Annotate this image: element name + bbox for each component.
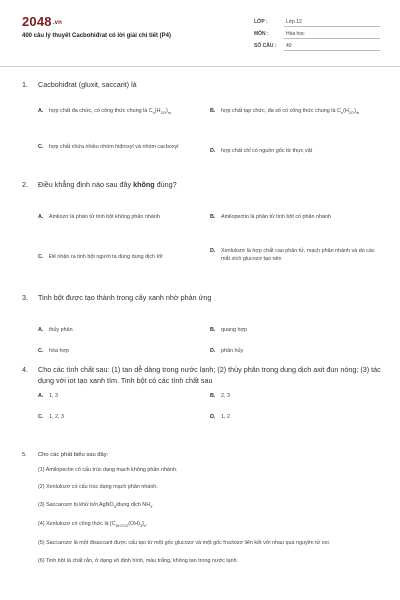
statement-item: (4) Xenlulozơ có công thức là $[C_{6H7O2}(OH)_3]_n$. [38, 520, 148, 529]
option-text: Để nhận ra tinh bột người ta dùng dung dịch Iốt [49, 254, 163, 260]
option-b[interactable] [210, 213, 375, 221]
option-c[interactable] [38, 347, 198, 355]
meta-value: Lớp 12 [284, 18, 380, 27]
option-label: D. [210, 414, 216, 420]
option-b[interactable] [210, 326, 375, 334]
statement-list [22, 466, 382, 565]
meta-label: MÔN : [254, 31, 269, 37]
option-label: A. [38, 108, 44, 114]
option-label: A. [38, 393, 44, 399]
question-number: 5. [22, 452, 27, 458]
option-label: B. [210, 214, 216, 220]
question-number: 2. [22, 180, 28, 189]
option-b[interactable] [210, 107, 375, 117]
statement-item: (3) Saccarozơ bị khử bởi AgNO$_3$/dung dịch $NH_3$. [38, 501, 154, 509]
question-2 [22, 179, 382, 263]
option-label: D. [210, 248, 216, 254]
option-a[interactable] [38, 107, 198, 117]
question-text: Tinh bột được tạo thành trong cây xanh nhờ phản ứng [38, 293, 212, 302]
meta-row-subject [254, 28, 380, 40]
meta-value: 40 [284, 42, 380, 51]
question-text: Cho các tính chất sau: (1) tan dễ dàng trong nước lạnh; (2) thủy phân trong dung dịch axit đun nóng; (3) tác dụng với iot tạo xanh tím. Tinh bột có các tính chất sau [38, 365, 381, 385]
meta-row-count [254, 40, 380, 52]
statement-item: (1) Amilopectin có cấu trúc dạng mạch không phân nhánh. [38, 467, 178, 473]
header [0, 0, 400, 67]
option-label: B. [210, 393, 216, 399]
option-text: 1, 2 [221, 414, 230, 420]
option-label: A. [38, 327, 44, 333]
option-text: hợp chất chứa nhiều nhóm hiđroxyl và nhóm cacboxyl [49, 144, 179, 150]
option-d[interactable] [210, 347, 375, 355]
question-text: Cho các phát biểu sau đây: [38, 452, 109, 458]
option-label: B. [210, 327, 216, 333]
meta-label: SỐ CÂU : [254, 43, 277, 49]
option-text: phân hủy [221, 348, 244, 354]
site-logo[interactable] [22, 14, 62, 29]
question-text: Điều khẳng định nào sau đây không đúng? [38, 180, 177, 189]
option-label: C. [38, 254, 44, 260]
question-4 [22, 364, 382, 420]
option-text: hợp chất đa chức, có công thức chung là $C_n(H_{2O})_m$ [49, 108, 172, 116]
option-c[interactable] [38, 143, 198, 151]
option-label: C. [38, 414, 44, 420]
statement-item: (5) Saccarozơ là một đisaccarit được cấu tạo từ một gốc glucozơ và một gốc fructozơ liên kết với nhau qua nguyên tử oxi. [38, 540, 331, 547]
option-label: C. [38, 348, 44, 354]
option-label: D. [210, 348, 216, 354]
option-text: 1, 3 [49, 393, 58, 399]
option-text: quang hợp [221, 327, 248, 333]
statement-item: (6) Tinh bột là chất rắn, ở dạng vô định hình, màu trắng, không tan trong nước lạnh. [38, 557, 239, 564]
question-1 [22, 79, 382, 154]
option-b[interactable] [210, 392, 375, 400]
option-label: A. [38, 214, 44, 220]
statement-item: (2) Xenlulozơ có cấu trúc dạng mạch phân nhánh. [38, 484, 158, 491]
option-text: 2, 3 [221, 393, 230, 399]
option-text: hợp chất chỉ có nguồn gốc từ thực vật [221, 148, 313, 154]
option-d[interactable] [210, 147, 380, 155]
option-c[interactable] [38, 413, 198, 421]
option-a[interactable] [38, 326, 198, 334]
question-number: 1. [22, 80, 28, 89]
question-5 [22, 450, 382, 565]
question-text: Cacbohiđrat (gluxit, saccarit) là [38, 80, 137, 89]
logo-suffix: .vn [52, 20, 63, 26]
option-label: D. [210, 148, 216, 154]
option-text: hóa hợp [49, 348, 70, 354]
logo-main: 2048 [22, 14, 52, 29]
option-a[interactable] [38, 213, 198, 221]
option-c[interactable] [38, 253, 198, 261]
meta-row-class [254, 16, 380, 28]
meta-table [254, 16, 380, 52]
question-number: 4. [22, 365, 28, 374]
option-d[interactable] [210, 413, 375, 421]
option-text: Amilozơ là phân tử tinh bột không phân nhánh [49, 214, 160, 220]
question-number: 3. [22, 293, 28, 302]
option-a[interactable] [38, 392, 198, 400]
option-label: B. [210, 108, 216, 114]
option-text: Xenlulozơ là hợp chất cao phân tử, mạch phân nhánh và do các mắt xích glucozơ tạo nên [221, 248, 375, 263]
option-label: C. [38, 144, 44, 150]
meta-label: LỚP : [254, 19, 268, 25]
option-text: thủy phân [49, 327, 73, 333]
page-title: 400 câu lý thuyết Cacbohiđrat có lời giải chi tiết (P4) [22, 33, 171, 39]
question-3 [22, 292, 382, 354]
meta-value: Hóa học [284, 30, 380, 39]
option-text: hợp chất tạp chức, đa số có công thức chung là $C_n(H_{2O})_m$ [221, 108, 360, 116]
option-text: Amilopectin là phân tử tinh bột có phân nhánh [221, 214, 332, 220]
option-text: 1, 2, 3 [49, 414, 64, 420]
option-d[interactable] [210, 247, 380, 264]
